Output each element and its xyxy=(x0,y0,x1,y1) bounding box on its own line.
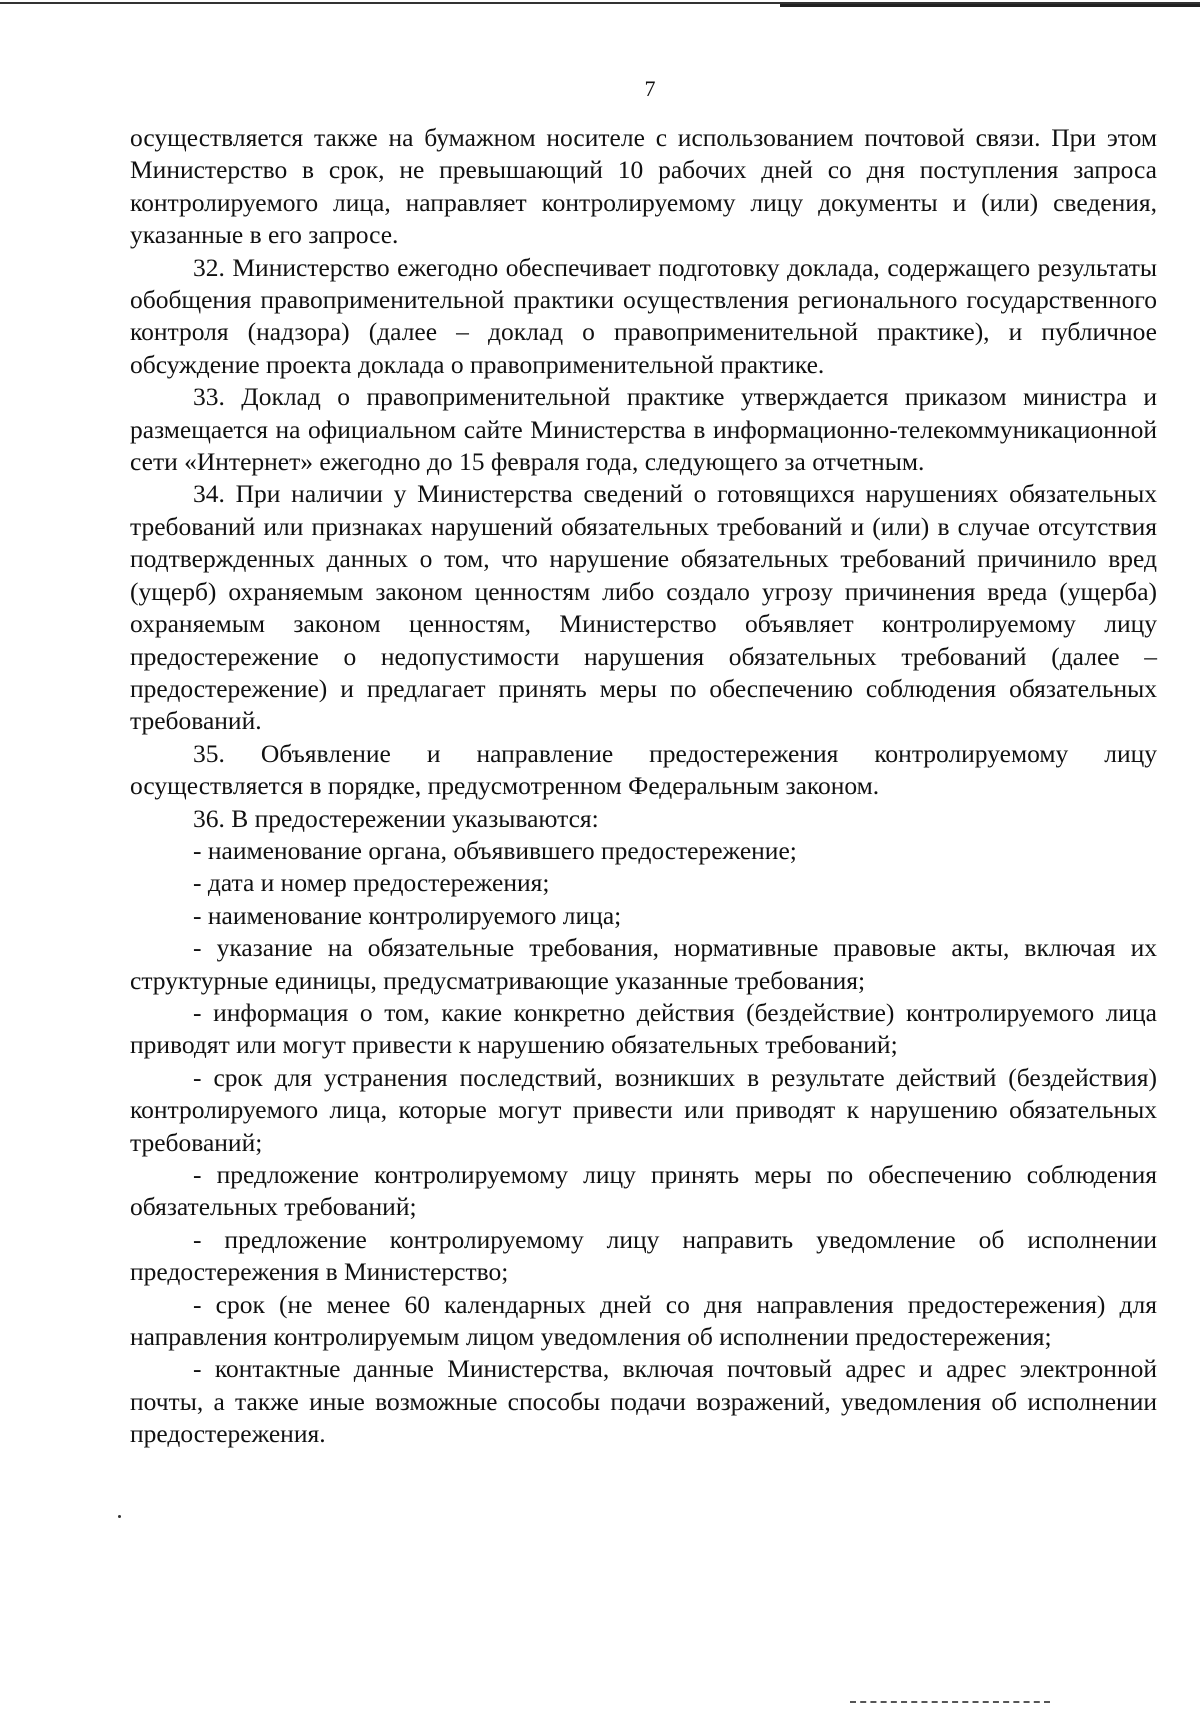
list-item: - информация о том, какие конкретно действия (бездействие) контролируемого лица приводят или могут привести к нарушению обязательных требований; xyxy=(130,997,1157,1060)
paragraph-continuation: осуществляется также на бумажном носителе с использованием почтовой связи. При этом Министерство в срок, не превышающий 10 рабочих дней со дня поступления запроса контролируемого лица, направляет контролируемому лицу документы и (или) сведения, указанные в его запросе. xyxy=(130,123,1157,250)
paragraph-36: 36. В предостережении указываются: xyxy=(193,803,599,833)
scan-edge-bottom xyxy=(850,1701,1050,1703)
paragraph-33: 33. Доклад о правоприменительной практике утверждается приказом министра и размещается на официальном сайте Министерства в информационно-телекоммуникационной сети «Интернет» ежегодно до 15 февраля года, следующего за отчетным. xyxy=(130,382,1157,477)
document-body xyxy=(130,122,1157,1451)
list-item: - указание на обязательные требования, нормативные правовые акты, включая их структурные единицы, предусматривающие указанные требования; xyxy=(130,933,1157,995)
paragraph-35: 35. Объявление и направление предостережения контролируемому лицу осуществляется в порядке, предусмотренном Федеральным законом. xyxy=(130,738,1157,801)
list-item: - срок для устранения последствий, возникших в результате действий (бездействия) контролируемого лица, которые могут привести или приводят к нарушению обязательных требований; xyxy=(130,1062,1157,1157)
page-number: 7 xyxy=(644,76,656,101)
list-item: - наименование контролируемого лица; xyxy=(193,900,622,930)
list-item: - контактные данные Министерства, включая почтовый адрес и адрес электронной почты, а также иные возможные способы подачи возражений, уведомления об исполнении предостережения. xyxy=(130,1354,1157,1449)
scan-speck xyxy=(118,1515,121,1518)
paragraph-32: 32. Министерство ежегодно обеспечивает подготовку доклада, содержащего результаты обобщения правоприменительной практики осуществления регионального государственного контроля (надзора) (далее – доклад о правоприменительной практике), и публичное обсуждение проекта доклада о правоприменительной практике. xyxy=(130,252,1157,379)
list-item: - предложение контролируемому лицу направить уведомление об исполнении предостережения в Министерство; xyxy=(130,1224,1157,1287)
scan-edge-top-right xyxy=(780,4,1200,7)
list-item: - наименование органа, объявившего предостережение; xyxy=(193,835,797,865)
list-item: - предложение контролируемому лицу принять меры по обеспечению соблюдения обязательных требований; xyxy=(130,1160,1157,1222)
list-item: - срок (не менее 60 календарных дней со дня направления предостережения) для направления контролируемым лицом уведомления об исполнении предостережения; xyxy=(130,1289,1157,1352)
paragraph-34: 34. При наличии у Министерства сведений о готовящихся нарушениях обязательных требований или признаках нарушений обязательных требований и (или) в случае отсутствия подтвержденных данных о том, что нарушение обязательных требований причинило вред (ущерб) охраняемым законом ценностям либо создало угрозу причинения вреда (ущерба) охраняемым законом ценностям, Министерство объявляет контролируемому лицу предостережение о недопустимости нарушения обязательных требований (далее – предостережение) и предлагает принять меры по обеспечению соблюдения обязательных требований. xyxy=(130,479,1157,736)
list-item: - дата и номер предостережения; xyxy=(193,868,550,898)
